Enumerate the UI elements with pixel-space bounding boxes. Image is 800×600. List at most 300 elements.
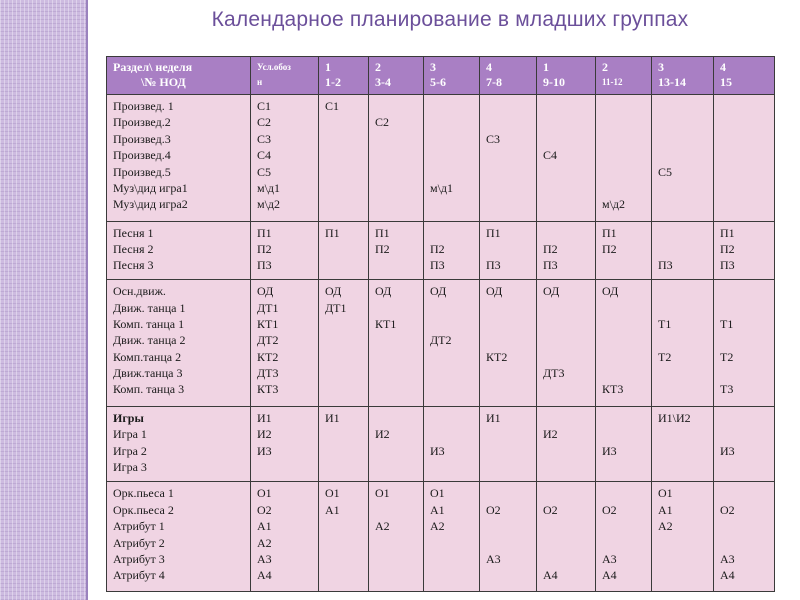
header-section-week <box>107 57 251 95</box>
cell-line <box>375 196 417 212</box>
cell-line: А2 <box>430 519 445 534</box>
cell-line <box>486 180 530 196</box>
header-weeks: 15 <box>720 75 732 89</box>
week-cell <box>596 221 652 279</box>
cell-line <box>430 114 473 130</box>
section-row <box>107 95 775 222</box>
cell-line <box>325 365 362 381</box>
cell-line <box>658 426 707 442</box>
cell-line <box>658 381 707 397</box>
week-cell <box>596 406 652 482</box>
cell-line: ДТ2 <box>257 333 279 348</box>
week-cell-lines <box>720 98 768 213</box>
cell-line <box>720 426 768 442</box>
week-cell <box>714 221 775 279</box>
cell-line <box>486 241 530 257</box>
cell-line: КТ2 <box>486 349 508 364</box>
cell-line: Атрибут 2 <box>113 535 165 550</box>
cell-line: С2 <box>375 115 390 130</box>
cell-line <box>543 164 589 180</box>
week-cell-lines <box>658 485 707 583</box>
week-cell <box>714 482 775 592</box>
cell-line <box>325 316 362 332</box>
week-cell <box>319 95 369 222</box>
cell-line <box>430 147 473 163</box>
cell-line: П2 <box>257 242 272 257</box>
section-items-cell <box>107 221 251 279</box>
cell-line <box>543 518 589 534</box>
week-cell <box>537 95 596 222</box>
header-weeks: 9-10 <box>543 75 565 89</box>
cell-line <box>720 410 768 426</box>
week-cell <box>319 482 369 592</box>
week-cell <box>652 406 714 482</box>
cell-line <box>430 131 473 147</box>
cell-line <box>325 131 362 147</box>
cell-line <box>658 225 707 241</box>
cell-line: ДТ3 <box>543 366 565 381</box>
cell-line: А3 <box>486 551 501 566</box>
cell-line: КТ1 <box>257 316 279 331</box>
cell-line <box>720 164 768 180</box>
cell-line <box>658 567 707 583</box>
week-cell-lines <box>602 98 645 213</box>
cell-line <box>375 365 417 381</box>
cell-line: И3 <box>720 443 735 458</box>
cell-line <box>430 551 473 567</box>
header-month: 2 <box>602 60 608 74</box>
cell-line: ОД <box>430 284 447 299</box>
cell-line <box>658 443 707 459</box>
header-week-col <box>369 57 424 95</box>
planning-table-body <box>107 95 775 592</box>
cell-line <box>658 180 707 196</box>
cell-line <box>325 551 362 567</box>
week-cell-lines <box>430 485 473 583</box>
cell-line: П3 <box>543 258 558 273</box>
header-legend-line1: Усл.обоз <box>257 62 291 72</box>
cell-line <box>720 180 768 196</box>
week-cell-lines <box>658 283 707 398</box>
cell-line: Произвед. 1 <box>113 99 174 113</box>
cell-line: О2 <box>720 502 735 517</box>
cell-line <box>543 180 589 196</box>
header-month: 3 <box>430 60 436 74</box>
cell-line <box>543 98 589 114</box>
legend-codes-cell <box>251 95 319 222</box>
cell-line <box>543 485 589 501</box>
cell-line <box>602 131 645 147</box>
cell-line <box>543 381 589 397</box>
cell-line: С5 <box>257 164 272 179</box>
cell-line: С4 <box>257 148 272 163</box>
cell-line <box>720 518 768 534</box>
cell-line <box>375 535 417 551</box>
cell-line: ОД <box>375 284 392 299</box>
week-cell-lines <box>543 98 589 213</box>
week-cell <box>424 406 480 482</box>
week-cell-lines <box>325 485 362 583</box>
cell-line <box>602 180 645 196</box>
cell-line <box>325 114 362 130</box>
header-section-week-line2: \№ НОД <box>141 75 186 89</box>
cell-line <box>543 443 589 459</box>
cell-line <box>658 535 707 551</box>
cell-line: ДТ3 <box>257 366 279 381</box>
week-cell <box>537 406 596 482</box>
header-weeks: 5-6 <box>430 75 446 89</box>
header-weeks: 7-8 <box>486 75 502 89</box>
week-cell <box>652 95 714 222</box>
cell-line: П1 <box>486 225 501 240</box>
week-cell <box>369 95 424 222</box>
cell-line: м\д2 <box>257 197 281 212</box>
cell-line <box>543 332 589 348</box>
week-cell-lines <box>325 410 362 476</box>
cell-line <box>430 459 473 475</box>
cell-line <box>602 147 645 163</box>
cell-line: Песня 1 <box>113 225 154 240</box>
cell-line <box>375 551 417 567</box>
week-cell-lines <box>375 485 417 583</box>
cell-line <box>602 300 645 316</box>
cell-line: И2 <box>543 427 558 442</box>
week-cell <box>319 406 369 482</box>
week-cell-lines <box>486 485 530 583</box>
cell-line: И3 <box>430 443 445 458</box>
week-cell <box>319 221 369 279</box>
cell-line <box>486 98 530 114</box>
cell-line <box>720 98 768 114</box>
week-cell <box>424 482 480 592</box>
cell-line: А1 <box>658 502 673 517</box>
header-week-col <box>480 57 537 95</box>
cell-line <box>430 316 473 332</box>
cell-line: П1 <box>325 225 340 240</box>
cell-line <box>375 98 417 114</box>
cell-line: Движ. танца 1 <box>113 300 186 315</box>
week-cell-lines <box>720 410 768 476</box>
cell-line <box>658 147 707 163</box>
header-week-col <box>596 57 652 95</box>
cell-line <box>325 443 362 459</box>
cell-line <box>375 410 417 426</box>
section-row <box>107 221 775 279</box>
week-cell-lines <box>658 225 707 274</box>
week-cell <box>369 280 424 407</box>
cell-line <box>658 300 707 316</box>
cell-line: Произвед.4 <box>113 148 171 163</box>
cell-line <box>486 426 530 442</box>
cell-line: С5 <box>658 164 673 179</box>
cell-line: И3 <box>257 443 272 458</box>
cell-line: Игра 1 <box>113 427 147 442</box>
cell-line <box>430 98 473 114</box>
cell-line <box>658 283 707 299</box>
cell-line: П2 <box>375 242 390 257</box>
cell-line: ОД <box>325 284 342 299</box>
week-cell <box>424 95 480 222</box>
cell-line <box>375 349 417 365</box>
cell-line: Песня 3 <box>113 258 154 273</box>
cell-line: Произвед.2 <box>113 115 171 130</box>
cell-line <box>658 459 707 475</box>
cell-line: П3 <box>486 258 501 273</box>
cell-line: О1 <box>430 486 445 501</box>
header-month: 1 <box>325 60 331 74</box>
cell-line <box>602 518 645 534</box>
page-title: Календарное планирование в младших группах <box>211 8 689 31</box>
cell-line <box>375 147 417 163</box>
cell-line: П1 <box>375 225 390 240</box>
week-cell-lines <box>325 225 362 274</box>
cell-line: И1\И2 <box>658 410 691 425</box>
week-cell-lines <box>720 283 768 398</box>
cell-line <box>543 300 589 316</box>
cell-line: А3 <box>720 551 735 566</box>
cell-line: м\д1 <box>430 180 454 195</box>
cell-line <box>602 164 645 180</box>
cell-line <box>325 518 362 534</box>
cell-line: Произвед.5 <box>113 164 171 179</box>
cell-line <box>325 241 362 257</box>
cell-line <box>375 459 417 475</box>
week-cell <box>480 95 537 222</box>
week-cell-lines <box>375 225 417 274</box>
cell-line <box>658 131 707 147</box>
cell-line <box>602 426 645 442</box>
cell-line <box>325 332 362 348</box>
cell-line <box>658 241 707 257</box>
section-row <box>107 406 775 482</box>
cell-line <box>325 164 362 180</box>
cell-line: ДТ1 <box>325 300 347 315</box>
cell-line: Движ. танца 2 <box>113 333 186 348</box>
header-week-col <box>319 57 369 95</box>
cell-line: О2 <box>602 502 617 517</box>
cell-line <box>543 459 589 475</box>
cell-line <box>486 459 530 475</box>
cell-line <box>486 518 530 534</box>
cell-line: О1 <box>325 486 340 501</box>
cell-line <box>720 365 768 381</box>
cell-line <box>720 114 768 130</box>
cell-line <box>375 567 417 583</box>
cell-line <box>430 426 473 442</box>
week-cell-lines <box>720 485 768 583</box>
week-cell <box>537 221 596 279</box>
cell-line <box>486 332 530 348</box>
week-cell <box>537 280 596 407</box>
header-month: 3 <box>658 60 664 74</box>
cell-line: С1 <box>257 99 272 113</box>
cell-line: О1 <box>257 486 272 501</box>
legend-codes-cell-lines <box>257 283 312 398</box>
header-month: 1 <box>543 60 549 74</box>
cell-line: Произвед.3 <box>113 131 171 146</box>
cell-line: О1 <box>658 486 673 501</box>
cell-line: П1 <box>720 225 735 240</box>
week-cell-lines <box>430 225 473 274</box>
cell-line <box>325 567 362 583</box>
cell-line <box>543 349 589 365</box>
cell-line: П3 <box>720 258 735 273</box>
cell-line: А2 <box>257 535 272 550</box>
section-items-cell <box>107 482 251 592</box>
cell-line: И3 <box>602 443 617 458</box>
cell-line: П3 <box>257 258 272 273</box>
cell-line: А2 <box>658 519 673 534</box>
cell-line <box>430 164 473 180</box>
cell-line <box>658 551 707 567</box>
week-cell <box>369 482 424 592</box>
week-cell <box>480 406 537 482</box>
week-cell-lines <box>486 98 530 213</box>
cell-line: П2 <box>430 242 445 257</box>
cell-line <box>375 381 417 397</box>
cell-line <box>325 459 362 475</box>
header-week-col <box>714 57 775 95</box>
week-cell-lines <box>720 225 768 274</box>
week-cell <box>480 280 537 407</box>
cell-line: Комп. танца 1 <box>113 316 185 331</box>
cell-line <box>375 180 417 196</box>
week-cell <box>480 221 537 279</box>
cell-line <box>543 114 589 130</box>
header-month: 4 <box>486 60 492 74</box>
header-week-col <box>424 57 480 95</box>
cell-line <box>375 300 417 316</box>
header-legend <box>251 57 319 95</box>
cell-line <box>430 349 473 365</box>
week-cell <box>596 280 652 407</box>
section-items-cell-lines <box>113 485 244 583</box>
cell-line: Т1 <box>658 316 672 331</box>
cell-line: П3 <box>430 258 445 273</box>
legend-codes-cell-lines <box>257 485 312 583</box>
week-cell-lines <box>486 225 530 274</box>
cell-line: ОД <box>543 284 560 299</box>
cell-line <box>375 502 417 518</box>
week-cell <box>319 280 369 407</box>
cell-line <box>486 381 530 397</box>
planning-table <box>106 56 775 592</box>
cell-line <box>375 443 417 459</box>
week-cell <box>424 280 480 407</box>
cell-line: С3 <box>257 131 272 146</box>
week-cell <box>652 221 714 279</box>
cell-line <box>543 535 589 551</box>
cell-line <box>486 164 530 180</box>
cell-line <box>543 551 589 567</box>
cell-line <box>325 147 362 163</box>
week-cell <box>652 280 714 407</box>
cell-line <box>720 535 768 551</box>
cell-line <box>720 459 768 475</box>
cell-line <box>543 196 589 212</box>
cell-line: С4 <box>543 148 558 163</box>
cell-line <box>430 535 473 551</box>
week-cell-lines <box>375 283 417 398</box>
cell-line: А1 <box>430 502 445 517</box>
week-cell-lines <box>543 283 589 398</box>
cell-line <box>720 332 768 348</box>
header-row <box>107 57 775 95</box>
cell-line <box>658 114 707 130</box>
section-items-cell-lines <box>113 410 244 476</box>
legend-codes-cell-lines <box>257 98 312 213</box>
week-cell <box>714 406 775 482</box>
section-items-cell-lines <box>113 98 244 213</box>
section-items-cell <box>107 280 251 407</box>
section-items-cell <box>107 406 251 482</box>
cell-line: КТ3 <box>257 382 279 397</box>
cell-line <box>658 332 707 348</box>
cell-line: Атрибут 4 <box>113 568 165 583</box>
cell-line: О2 <box>257 502 272 517</box>
cell-line: Муз\дид игра1 <box>113 180 188 195</box>
legend-codes-cell-lines <box>257 225 312 274</box>
cell-line: О2 <box>486 502 501 517</box>
cell-line <box>602 535 645 551</box>
cell-line <box>543 131 589 147</box>
week-cell <box>369 406 424 482</box>
cell-line: Игра 2 <box>113 443 147 458</box>
week-cell <box>596 95 652 222</box>
cell-line <box>602 257 645 273</box>
cell-line <box>602 349 645 365</box>
cell-line: Орк.пьеса 2 <box>113 502 174 517</box>
cell-line: Комп. танца 3 <box>113 382 185 397</box>
cell-line: П1 <box>257 225 272 240</box>
week-cell <box>714 95 775 222</box>
cell-line <box>430 381 473 397</box>
cell-line <box>486 114 530 130</box>
cell-line <box>486 535 530 551</box>
header-week-col <box>652 57 714 95</box>
week-cell-lines <box>602 225 645 274</box>
header-month: 4 <box>720 60 726 74</box>
cell-line <box>543 410 589 426</box>
cell-line <box>430 365 473 381</box>
cell-line: Игра 3 <box>113 460 147 474</box>
cell-line: И2 <box>375 427 390 442</box>
header-week-col <box>537 57 596 95</box>
cell-line <box>375 131 417 147</box>
week-cell-lines <box>602 283 645 398</box>
cell-line <box>486 365 530 381</box>
cell-line <box>325 381 362 397</box>
cell-line: Движ.танца 3 <box>113 366 183 381</box>
header-section-week-line1: Раздел\ неделя <box>113 60 193 74</box>
cell-line <box>430 410 473 426</box>
cell-line <box>658 365 707 381</box>
cell-line: О2 <box>543 502 558 517</box>
cell-line <box>325 257 362 273</box>
cell-line: А3 <box>602 551 617 566</box>
cell-line <box>486 196 530 212</box>
cell-line: КТ3 <box>602 382 624 397</box>
cell-line <box>720 196 768 212</box>
decorative-side-line <box>86 0 88 600</box>
cell-line: И1 <box>325 410 340 425</box>
cell-line <box>543 225 589 241</box>
cell-line: Атрибут 1 <box>113 519 165 534</box>
cell-line: ДТ2 <box>430 333 452 348</box>
legend-codes-cell <box>251 221 319 279</box>
cell-line: ОД <box>257 284 274 299</box>
cell-line: А1 <box>257 519 272 534</box>
